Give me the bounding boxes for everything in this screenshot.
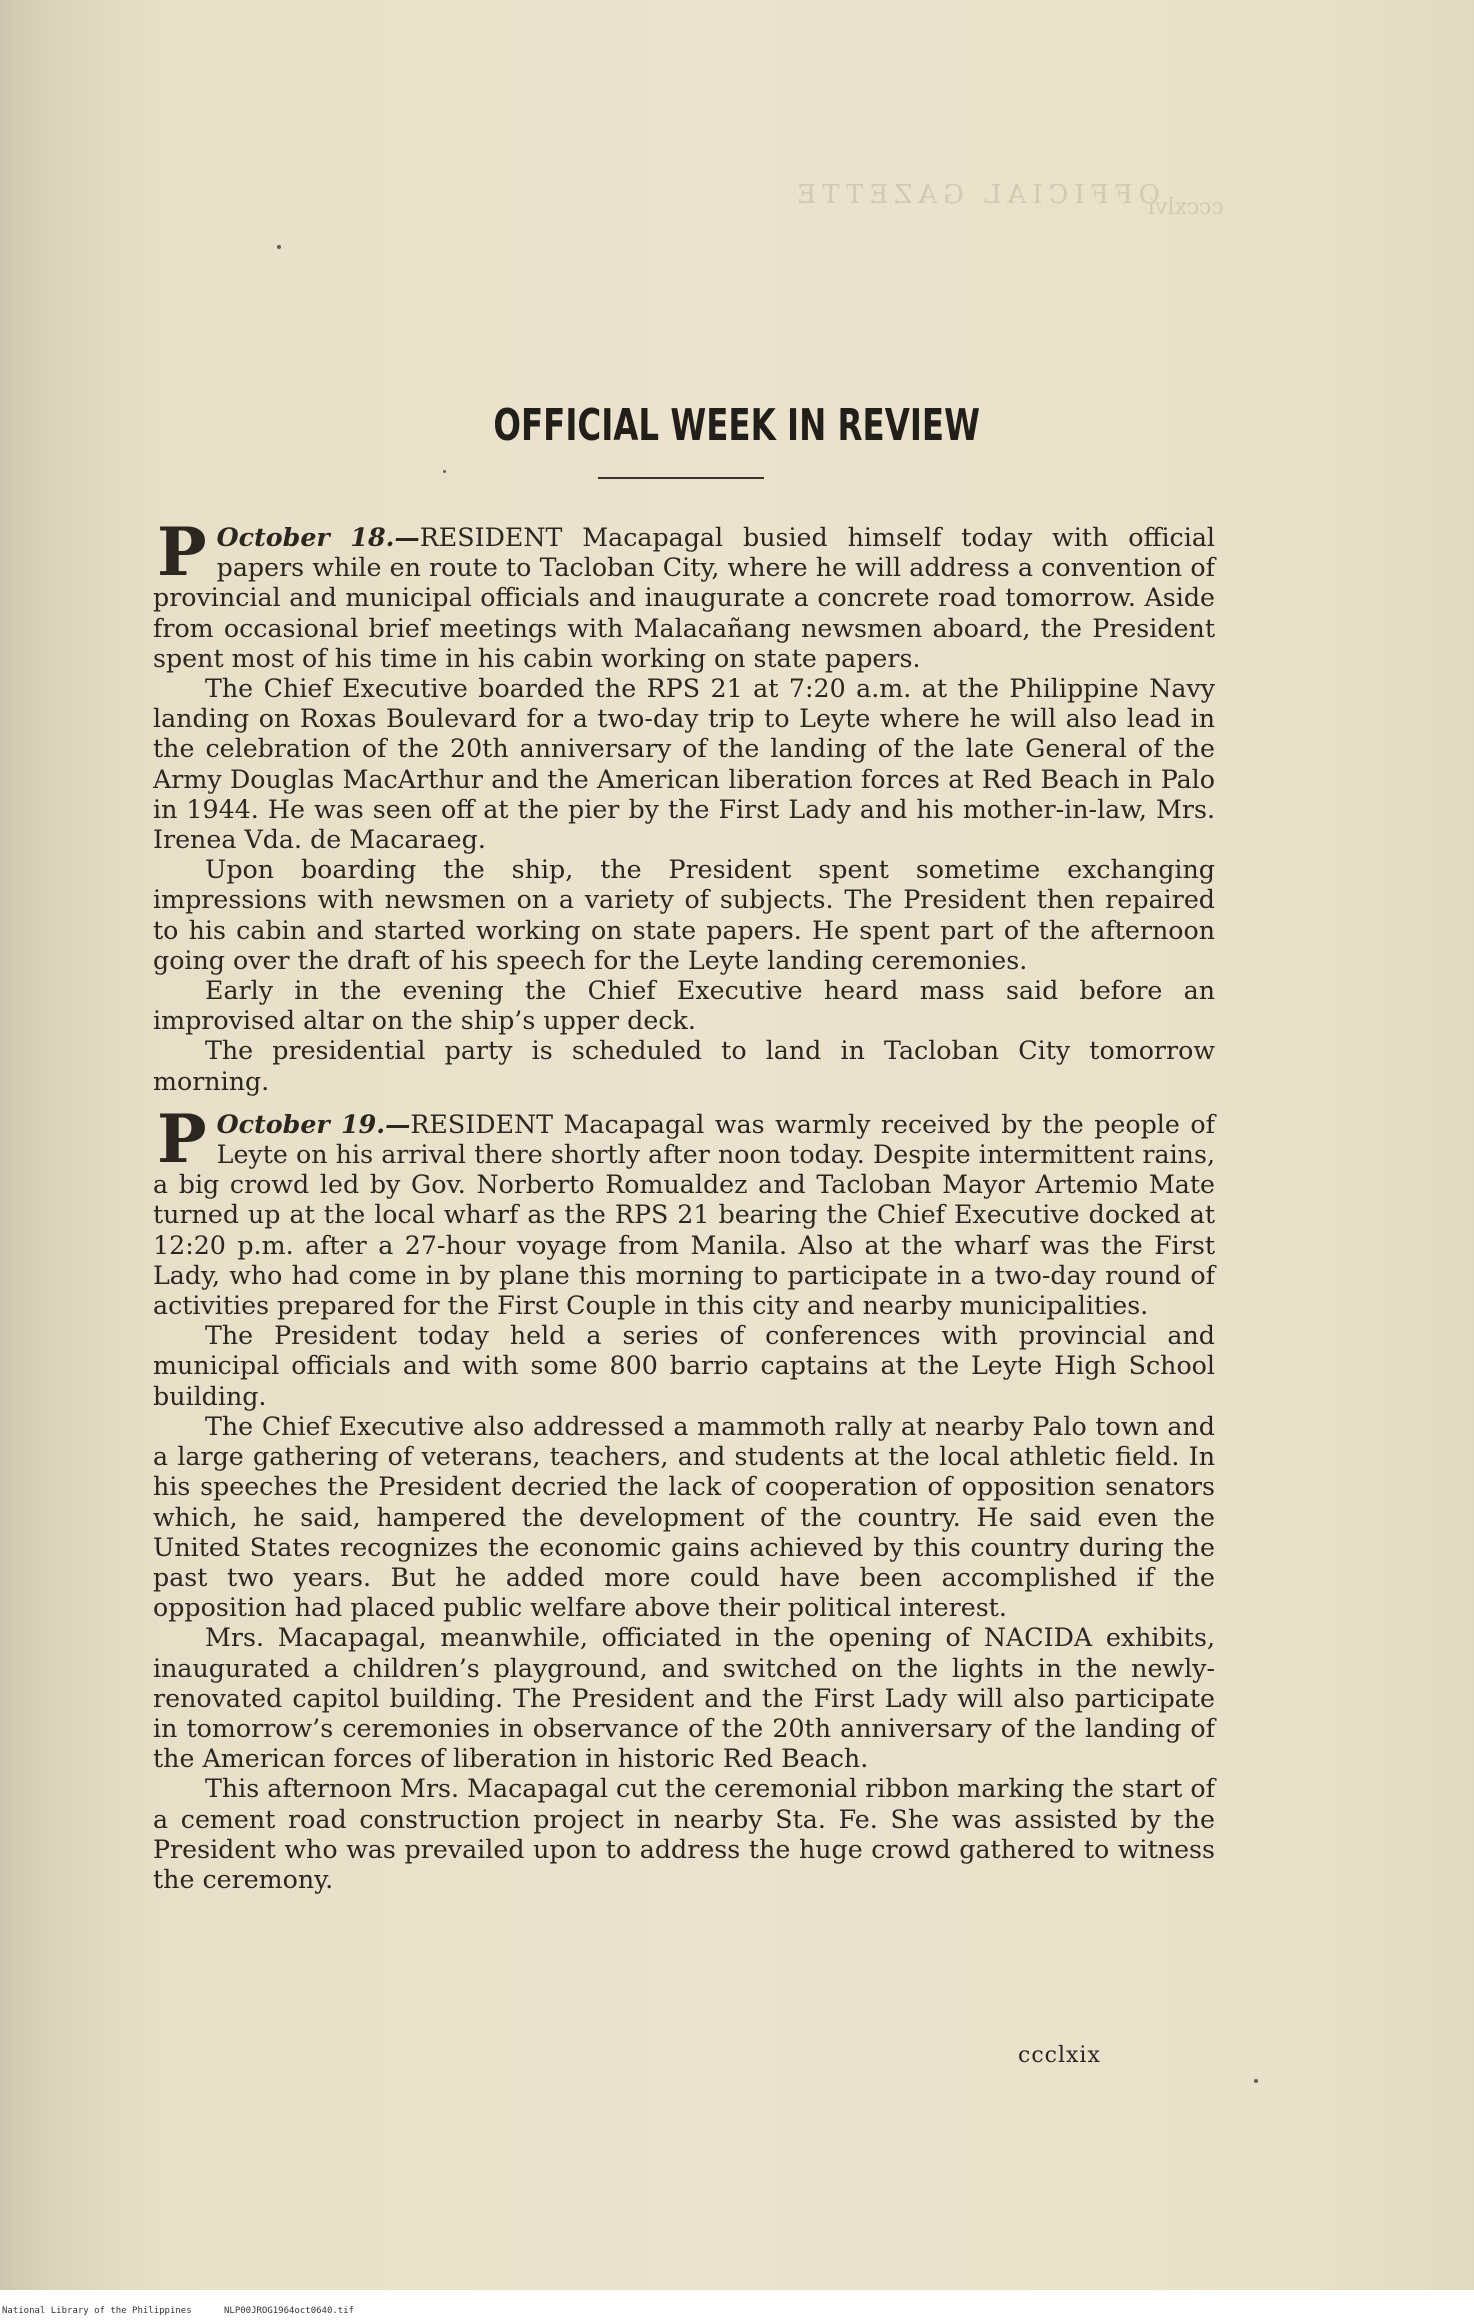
paragraph: This afternoon Mrs. Macapagal cut the ceremonial ribbon marking the start of a cement road construction project in nearby Sta. Fe. She was assisted by the President who was prevailed upon to address the huge crowd gathered to witness the ceremony. xyxy=(153,1774,1215,1894)
bleed-through-text xyxy=(510,180,1160,210)
article-body xyxy=(153,513,1215,1895)
drop-cap: P xyxy=(157,513,207,591)
title-rule xyxy=(598,477,764,479)
entry-date: October 19.— xyxy=(216,1108,411,1139)
paragraph: The Chief Executive also addressed a mammoth rally at nearby Palo town and a large gathering of veterans, teachers, and students at the local athletic field. In his speeches the President decried the lack of cooperation of opposition senators which, he said, hampered the development of the country. He said even the United States recognizes the economic gains achieved by this country during the past two years. But he added more could have been accomplished if the opposition had placed public welfare above their political interest. xyxy=(153,1411,1215,1623)
page-folio: ccclxix xyxy=(1018,2043,1101,2068)
entry-october-18 xyxy=(153,513,1215,674)
bleed-through-left: OFFICIAL GAZETTE xyxy=(791,180,1160,210)
paragraph: Upon boarding the ship, the President spent sometime exchanging impressions with newsmen on a variety of subjects. The President then repaired to his cabin and started working on state papers. He spent part of the afternoon going over the draft of his speech for the Leyte landing ceremonies. xyxy=(153,855,1215,975)
paragraph: RESIDENT Macapagal busied himself today with official papers while en route to Tacloban City, where he will address a convention of provincial and municipal officials and inaugurate a concrete road tomorrow. Aside from occasional brief meetings with Malacañang newsmen aboard, the President spent most of his time in his cabin working on state papers. xyxy=(153,523,1215,673)
page-title xyxy=(0,400,1474,451)
paper-speck xyxy=(277,245,281,249)
paragraph: Mrs. Macapagal, meanwhile, officiated in the opening of NACIDA exhibits, inaugurated a children’s playground, and switched on the lights in the newly-renovated capitol building. The President and the First Lady will also participate in tomorrow’s ceremonies in observance of the 20th anniversary of the landing of the American forces of liberation in historic Red Beach. xyxy=(153,1623,1215,1774)
paper-speck xyxy=(443,470,446,473)
paragraph: The President today held a series of conferences with provincial and municipal officials and with some 800 barrio captains at the Leyte High School building. xyxy=(153,1321,1215,1411)
footer-library: National Library of the Philippines xyxy=(2,2306,192,2316)
paper-speck xyxy=(1254,2079,1258,2083)
footer-file: NLP00JROG1964oct0640.tif xyxy=(224,2306,355,2316)
paragraph: RESIDENT Macapagal was warmly received by the people of Leyte on his arrival there shortly after noon today. Despite intermittent rains, a big crowd led by Gov. Norberto Romualdez and Tacloban Mayor Artemio Mate turned up at the local wharf as the RPS 21 bearing the Chief Executive docked at 12:20 p.m. after a 27-hour voyage from Manila. Also at the wharf was the First Lady, who had come in by plane this morning to participate in a two-day round of activities prepared for the First Couple in this city and nearby municipalities. xyxy=(153,1109,1215,1321)
page-title-text: OFFICIAL WEEK IN REVIEW xyxy=(493,400,981,451)
scan-footer xyxy=(0,2290,1474,2321)
paragraph: Early in the evening the Chief Executive heard mass said before an improvised altar on the ship’s upper deck. xyxy=(153,976,1215,1036)
paragraph: The Chief Executive boarded the RPS 21 at 7:20 a.m. at the Philippine Navy landing on Roxas Boulevard for a two-day trip to Leyte where he will also lead in the celebration of the 20th anniversary of the landing of the late General of the Army Douglas MacArthur and the American liberation forces at Red Beach in Palo in 1944. He was seen off at the pier by the First Lady and his mother-in-law, Mrs. Irenea Vda. de Macaraeg. xyxy=(153,674,1215,855)
bleed-through-right: cccxlvi xyxy=(1148,195,1224,220)
entry-october-19 xyxy=(153,1099,1215,1321)
entry-date: October 18.— xyxy=(216,522,420,552)
drop-cap: P xyxy=(157,1099,207,1178)
paragraph: The presidential party is scheduled to land in Tacloban City tomorrow morning. xyxy=(153,1036,1215,1096)
bleed-through-corner xyxy=(1148,195,1224,220)
